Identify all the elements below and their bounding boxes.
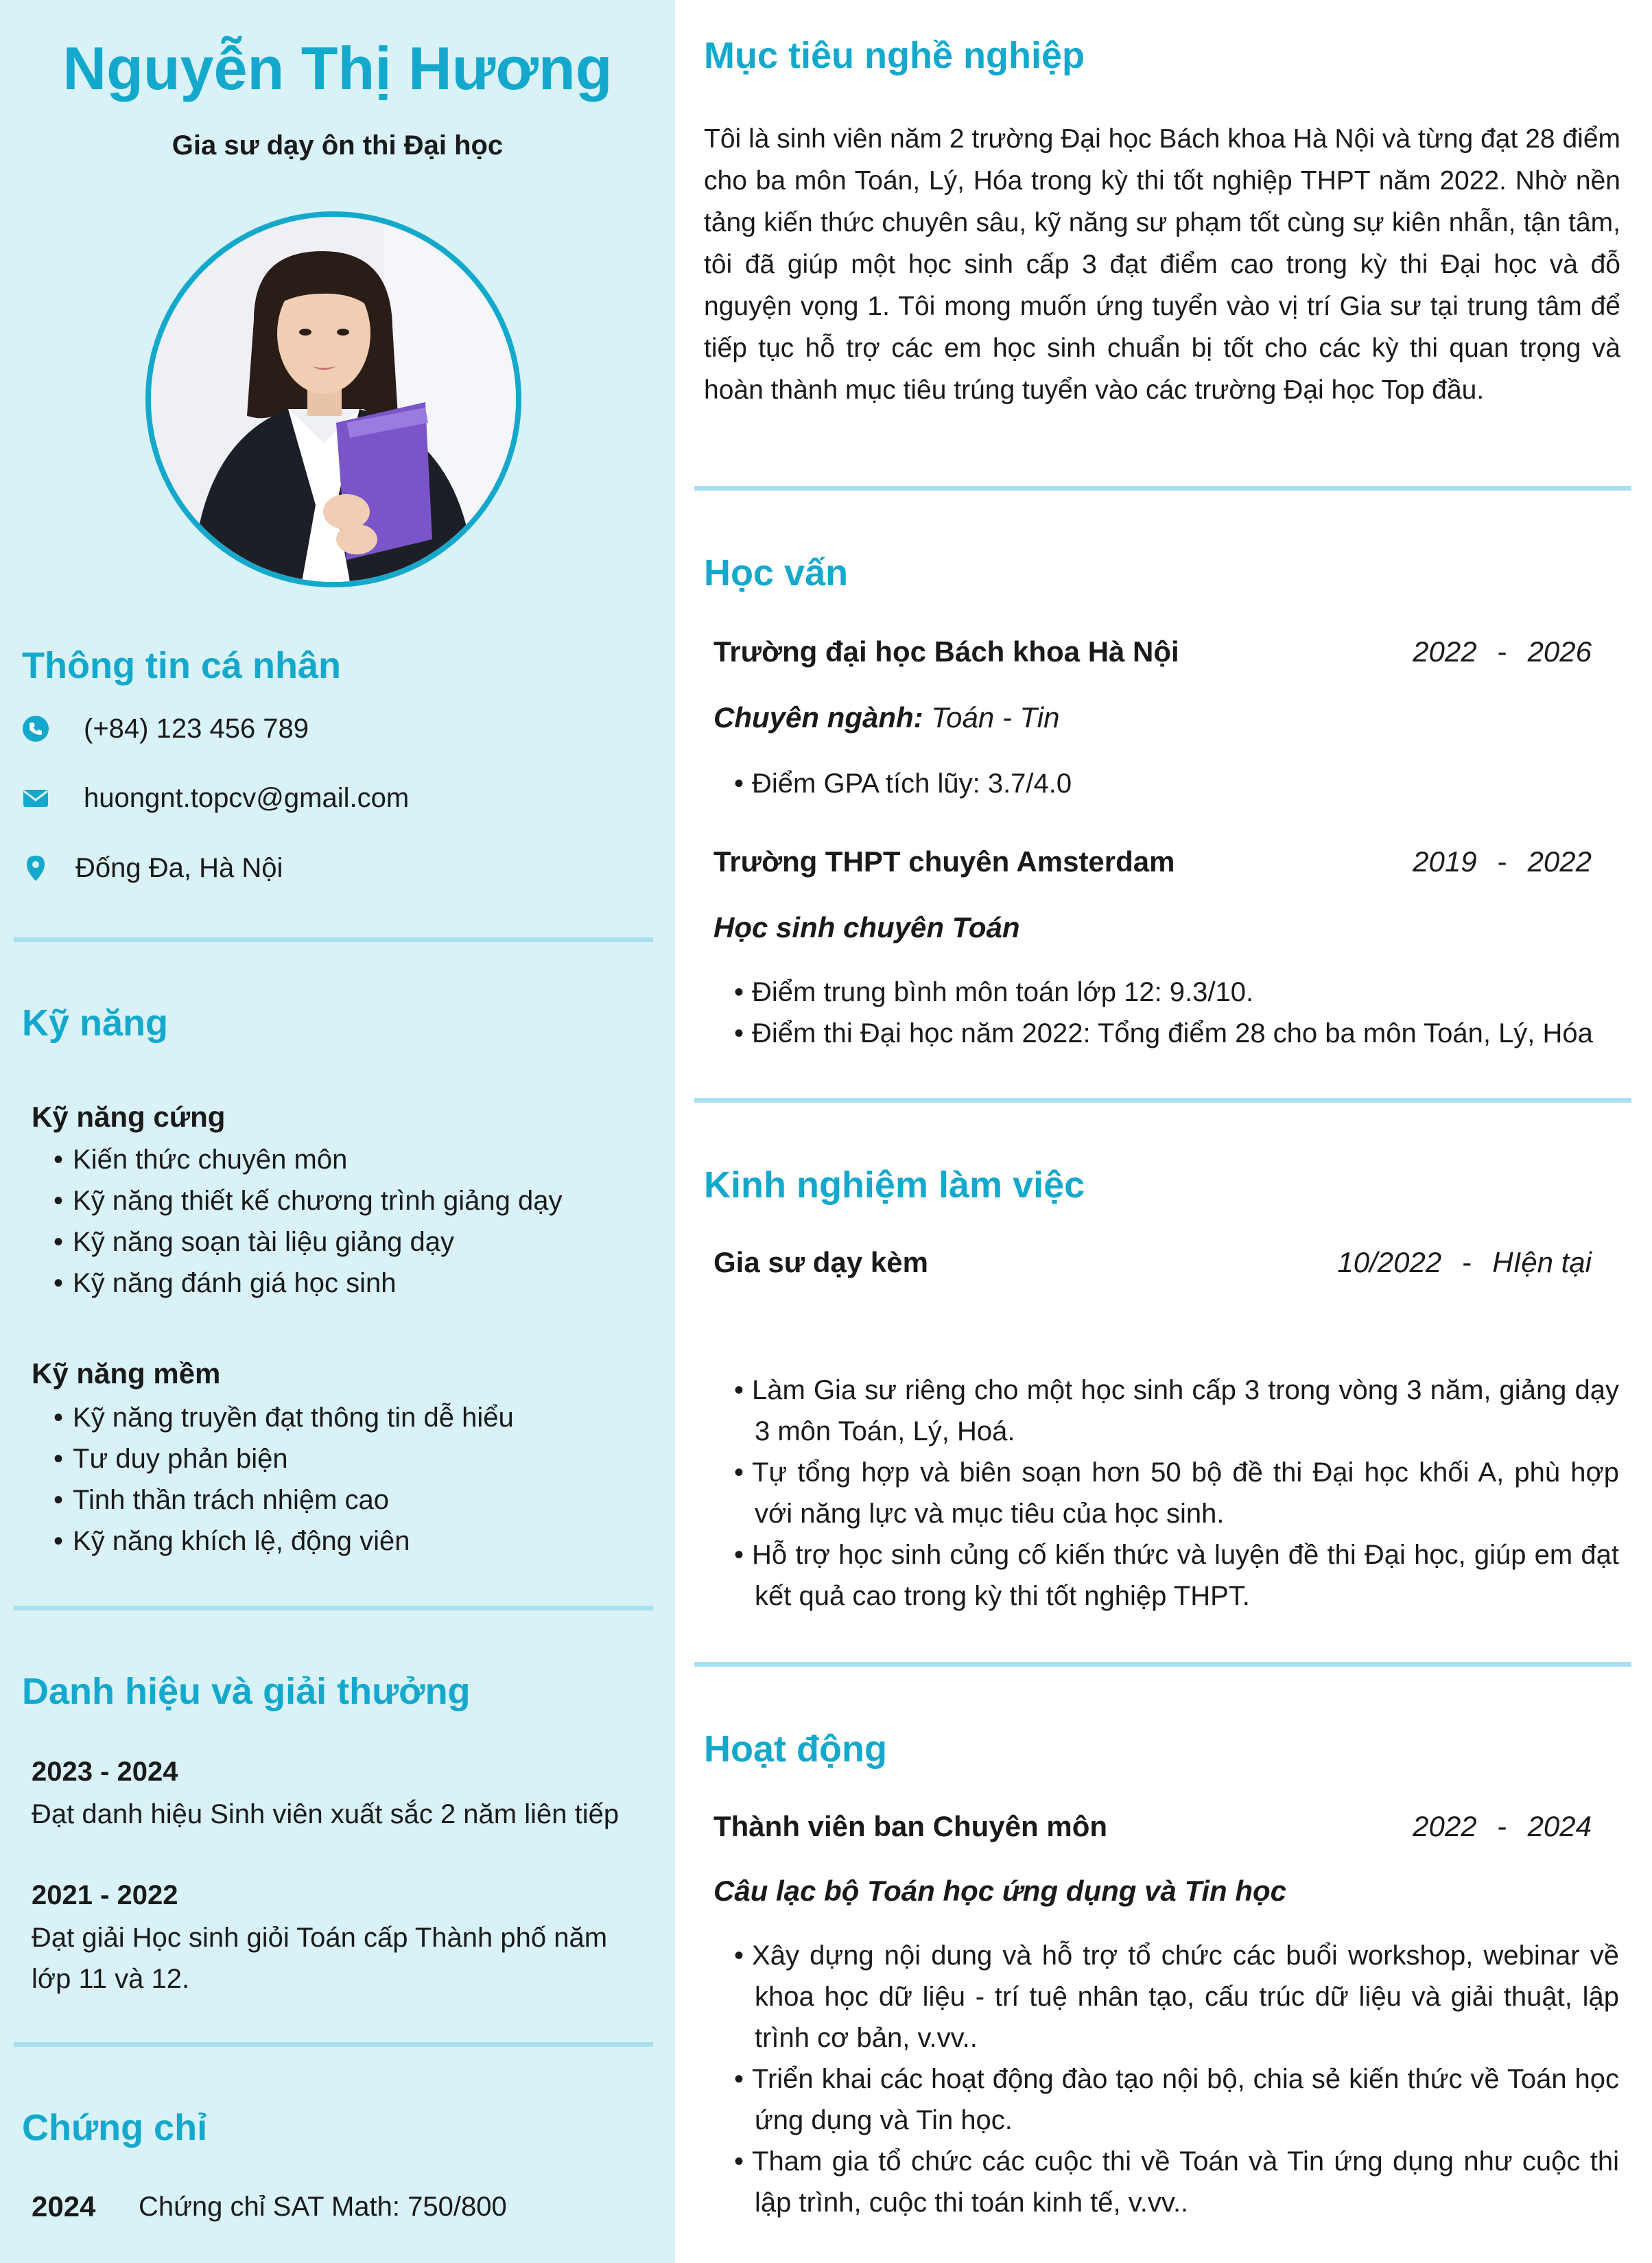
role-name: Thành viên ban Chuyên môn: [713, 1810, 1108, 1842]
divider: [694, 1098, 1631, 1103]
list-item: • Triển khai các hoạt động đào tạo nội bộ, chia sẻ kiến thức về Toán học ứng dụng và Tin học.: [734, 2059, 1619, 2141]
start-date: 10/2022: [1337, 1246, 1442, 1278]
school-name: Trường THPT chuyên Amsterdam: [713, 845, 1175, 878]
date-range: [1337, 1246, 1592, 1279]
divider: [14, 1606, 653, 1610]
divider: [694, 486, 1631, 491]
major: [713, 907, 1020, 948]
divider: [694, 1662, 1631, 1667]
sidebar: [0, 0, 675, 2263]
end-date: HIện tại: [1492, 1246, 1592, 1278]
activities-title: Hoạt động: [704, 1728, 887, 1770]
soft-skills-list: [54, 1397, 514, 1562]
address: Đống Đa, Hà Nội: [75, 852, 283, 883]
education-bullets: [734, 972, 1619, 1054]
award-year: 2023 - 2024: [32, 1757, 178, 1787]
list-item: • Tự tổng hợp và biên soạn hơn 50 bộ đề thi Đại học khối A, phù hợp với năng lực và mục tiêu của học sinh.: [734, 1452, 1619, 1534]
list-item: • Kỹ năng thiết kế chương trình giảng dạy: [54, 1180, 562, 1221]
date-separator: -: [1497, 1810, 1507, 1842]
phone-icon: [21, 714, 51, 744]
start-date: 2022: [1413, 635, 1477, 668]
list-item: • Kỹ năng đánh giá học sinh: [54, 1263, 562, 1304]
divider: [14, 2042, 653, 2047]
list-item: • Làm Gia sư riêng cho một học sinh cấp 3 trong vòng 3 năm, giảng dạy 3 môn Toán, Lý, Hoá.: [734, 1370, 1619, 1452]
list-item: • Hỗ trợ học sinh củng cố kiến thức và luyện đề thi Đại học, giúp em đạt kết quả cao trong kỳ thi tốt nghiệp THPT.: [734, 1534, 1619, 1617]
end-date: 2024: [1527, 1810, 1592, 1842]
start-date: 2019: [1413, 845, 1477, 878]
objective-text: Tôi là sinh viên năm 2 trường Đại học Bách khoa Hà Nội và từng đạt 28 điểm cho ba môn Toán, Lý, Hóa trong kỳ thi tốt nghiệp THPT năm 2022. Nhờ nền tảng kiến thức chuyên sâu, kỹ năng sư phạm tốt cùng sự kiên nhẫn, tận tâm, tôi đã giúp một học sinh cấp 3 đạt điểm cao trong kỳ thi Đại học và đỗ nguyện vọng 1. Tôi mong muốn ứng tuyển vào vị trí Gia sư tại trung tâm để tiếp tục hỗ trợ các em học sinh chuẩn bị tốt cho các kỳ thi quan trọng và hoàn thành mục tiêu trúng tuyển vào các trường Đại học Top đầu.: [704, 124, 1620, 405]
personal-info-title: Thông tin cá nhân: [22, 645, 341, 686]
education-entry-header: [713, 631, 1592, 672]
date-range: [1413, 635, 1592, 668]
certificates-title: Chứng chỉ: [22, 2107, 208, 2148]
activity-bullets: [734, 1935, 1619, 2223]
experience-bullets: [734, 1370, 1619, 1617]
divider: [14, 937, 653, 942]
education-bullets: [734, 763, 1619, 804]
end-date: 2026: [1527, 635, 1592, 668]
list-item: • Điểm GPA tích lũy: 3.7/4.0: [734, 763, 1619, 804]
award-description: Đạt giải Học sinh giỏi Toán cấp Thành phố năm lớp 11 và 12.: [32, 1923, 608, 1994]
list-item: • Tinh thần trách nhiệm cao: [54, 1479, 514, 1521]
hard-skills-list: [54, 1139, 562, 1304]
phone-row: [21, 708, 309, 749]
major-label: Học sinh chuyên Toán: [713, 911, 1020, 943]
soft-skills-title: Kỹ năng mềm: [32, 1357, 221, 1390]
major-value: Toán - Tin: [923, 701, 1060, 734]
list-item: • Xây dựng nội dung và hỗ trợ tổ chức các buổi workshop, webinar về khoa học dữ liệu - trí tuệ nhân tạo, cấu trúc dữ liệu và giải thuật, lập trình cơ bản, v.vv..: [734, 1935, 1619, 2059]
date-separator: -: [1497, 635, 1507, 668]
hard-skills-title: Kỹ năng cứng: [32, 1101, 226, 1133]
activity-organization: Câu lạc bộ Toán học ứng dụng và Tin học: [713, 1875, 1287, 1907]
profile-photo-illustration: [151, 217, 516, 582]
date-range: [1413, 845, 1592, 878]
candidate-name: Nguyễn Thị Hương: [62, 34, 613, 102]
list-item: • Kỹ năng khích lệ, động viên: [54, 1521, 514, 1562]
role-name: Gia sư dạy kèm: [713, 1246, 928, 1278]
list-item: • Tham gia tổ chức các cuộc thi về Toán và Tin ứng dụng như cuộc thi lập trình, cuộc thi toán kinh tế, v.vv..: [734, 2141, 1619, 2223]
list-item: • Kỹ năng truyền đạt thông tin dễ hiểu: [54, 1397, 514, 1438]
date-separator: -: [1497, 845, 1507, 878]
major: [713, 697, 1060, 738]
education-entry-header: [713, 841, 1592, 882]
list-item: • Kiến thức chuyên môn: [54, 1139, 562, 1180]
email-row: [21, 777, 409, 819]
list-item: • Tư duy phản biện: [54, 1438, 514, 1479]
list-item: • Điểm trung bình môn toán lớp 12: 9.3/10.: [734, 972, 1619, 1013]
email-address: huongnt.topcv@gmail.com: [84, 782, 410, 813]
award-description: Đạt danh hiệu Sinh viên xuất sắc 2 năm liên tiếp: [32, 1799, 620, 1829]
list-item: • Điểm thi Đại học năm 2022: Tổng điểm 28 cho ba môn Toán, Lý, Hóa: [734, 1013, 1619, 1054]
objective-title: Mục tiêu nghề nghiệp: [704, 35, 1085, 76]
activity-entry-header: [713, 1806, 1592, 1847]
job-title: Gia sư dạy ôn thi Đại học: [172, 130, 504, 161]
end-date: 2022: [1527, 845, 1592, 878]
mail-icon: [21, 783, 51, 813]
certificate-year: 2024: [32, 2190, 96, 2223]
experience-title: Kinh nghiệm làm việc: [704, 1164, 1085, 1206]
profile-photo: [145, 211, 521, 587]
school-name: Trường đại học Bách khoa Hà Nội: [713, 635, 1179, 668]
phone-number: (+84) 123 456 789: [84, 713, 309, 744]
education-title: Học vấn: [704, 552, 849, 594]
list-item: • Kỹ năng soạn tài liệu giảng dạy: [54, 1221, 562, 1263]
major-label: Chuyên ngành:: [713, 701, 923, 734]
certificate-name: Chứng chỉ SAT Math: 750/800: [139, 2192, 507, 2222]
experience-entry-header: [713, 1242, 1592, 1283]
date-separator: -: [1462, 1246, 1472, 1278]
date-range: [1413, 1810, 1592, 1843]
award-year: 2021 - 2022: [32, 1880, 178, 1910]
skills-title: Kỹ năng: [22, 1002, 169, 1044]
awards-title: Danh hiệu và giải thưởng: [22, 1671, 471, 1712]
start-date: 2022: [1413, 1810, 1477, 1842]
location-pin-icon: [21, 853, 51, 883]
address-row: [21, 847, 283, 889]
